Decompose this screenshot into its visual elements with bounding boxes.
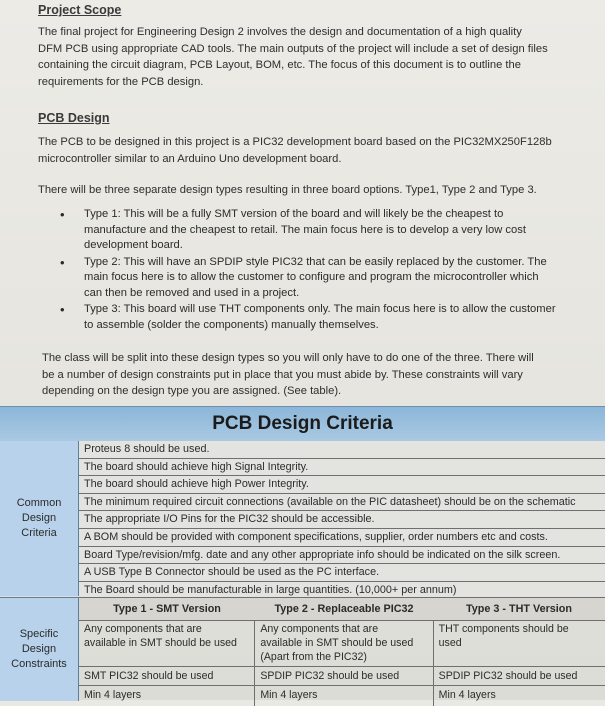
- type-bullet-list: [60, 207, 570, 334]
- closing-line: The class will be split into these design types so you will only have to do one of the three. There will: [42, 352, 534, 364]
- common-criterion-row: The board should achieve high Signal Integrity.: [79, 459, 605, 477]
- pcb-design-intro: [38, 134, 588, 167]
- common-design-criteria-label: Common Design Criteria: [0, 441, 79, 596]
- pcb-design-heading: PCB Design: [38, 111, 110, 125]
- type1-layers-cell: Min 4 layers: [84, 689, 142, 701]
- pcb-design-criteria-table: [0, 406, 605, 700]
- type2-column: [255, 620, 433, 706]
- bullet-dot-icon: •: [60, 302, 65, 317]
- common-criterion-row: The Board should be manufacturable in large quantities. (10,000+ per annum): [79, 582, 605, 600]
- type3-header: Type 3 - THT Version: [466, 603, 572, 615]
- project-scope-paragraph: [38, 24, 578, 90]
- common-criterion-row: Proteus 8 should be used.: [79, 441, 605, 459]
- scope-line: The final project for Engineering Design 2 involves the design and documentation of a high quality: [38, 26, 522, 38]
- common-criterion-row: A USB Type B Connector should be used as the PC interface.: [79, 564, 605, 582]
- closing-line: be a number of design constraints put in place that you must abide by. These constraints will vary: [42, 368, 523, 381]
- type1-components-cell: Any components that are available in SMT should be used: [79, 620, 254, 667]
- common-criterion-row: Board Type/revision/mfg. date and any other appropriate info should be indicated on the silk screen.: [79, 547, 605, 565]
- bullet-type-3: • Type 3: This board will use THT components only. The main focus here is to allow the customer to assemble (solder the components) manually themselves.: [60, 302, 556, 331]
- common-criterion-row: A BOM should be provided with component specifications, supplier, order numbers etc and costs.: [79, 529, 605, 547]
- type2-pic-cell: SPDIP PIC32 should be used: [255, 667, 432, 686]
- type-column-headers: [79, 597, 605, 621]
- criteria-title: PCB Design Criteria: [0, 406, 605, 442]
- bullet-type-1: • Type 1: This will be a fully SMT version of the board and will likely be the cheapest to manufacture and the cheapest to retail. The main focus here is to develop a very low cost development board.: [60, 207, 526, 251]
- common-criterion-row: The minimum required circuit connections (available on the PIC datasheet) should be on the schematic: [79, 494, 605, 512]
- project-scope-heading: Project Scope: [38, 3, 122, 17]
- scope-line: DFM PCB using appropriate CAD tools. The main outputs of the project will include a set of design files: [38, 42, 548, 55]
- common-criteria-rows: [79, 441, 605, 599]
- bullet-type-2: • Type 2: This will have an SPDIP style PIC32 that can be easily replaced by the customer. The main focus here is to allow the customer to configure and program the microcontroller which can then be removed and used in a project.: [60, 254, 547, 299]
- type1-header: Type 1 - SMT Version: [113, 603, 221, 615]
- bullet-dot-icon: •: [60, 207, 65, 222]
- design-types-line: There will be three separate design types resulting in three board options. Type1, Type 2 and Type 3.: [38, 184, 537, 196]
- class-split-paragraph: [42, 350, 592, 400]
- type3-layers-cell: Min 4 layers: [438, 689, 496, 701]
- type3-pic-cell: SPDIP PIC32 should be used: [434, 667, 605, 686]
- closing-line: depending on the design type you are assigned. (See table).: [42, 385, 342, 397]
- scope-line: containing the circuit diagram, PCB Layout, BOM, etc. The focus of this document is to outline the: [38, 59, 521, 71]
- intro-line: microcontroller similar to an Arduino Uno development board.: [38, 152, 342, 165]
- type2-layers-cell: Min 4 layers: [260, 689, 318, 701]
- type3-components-cell: THT components should be used: [434, 620, 605, 667]
- specific-constraints-grid: [79, 620, 605, 706]
- common-criterion-row: The board should achieve high Power Integrity.: [79, 476, 605, 494]
- type1-column: [79, 620, 255, 706]
- type3-column: [434, 620, 605, 706]
- type2-header: Type 2 - Replaceable PIC32: [274, 603, 414, 615]
- scope-line: requirements for the PCB design.: [38, 75, 204, 88]
- bullet-dot-icon: •: [60, 254, 65, 270]
- intro-line: The PCB to be designed in this project is a PIC32 development board based on the PIC32MX250F128b: [38, 136, 552, 148]
- common-criterion-row: The appropriate I/O Pins for the PIC32 should be accessible.: [79, 511, 605, 529]
- specific-design-constraints-label: Specific Design Constraints: [0, 597, 79, 701]
- type1-pic-cell: SMT PIC32 should be used: [79, 667, 254, 686]
- type2-components-cell: Any components that are available in SMT should be used (Apart from the PIC32): [255, 620, 432, 667]
